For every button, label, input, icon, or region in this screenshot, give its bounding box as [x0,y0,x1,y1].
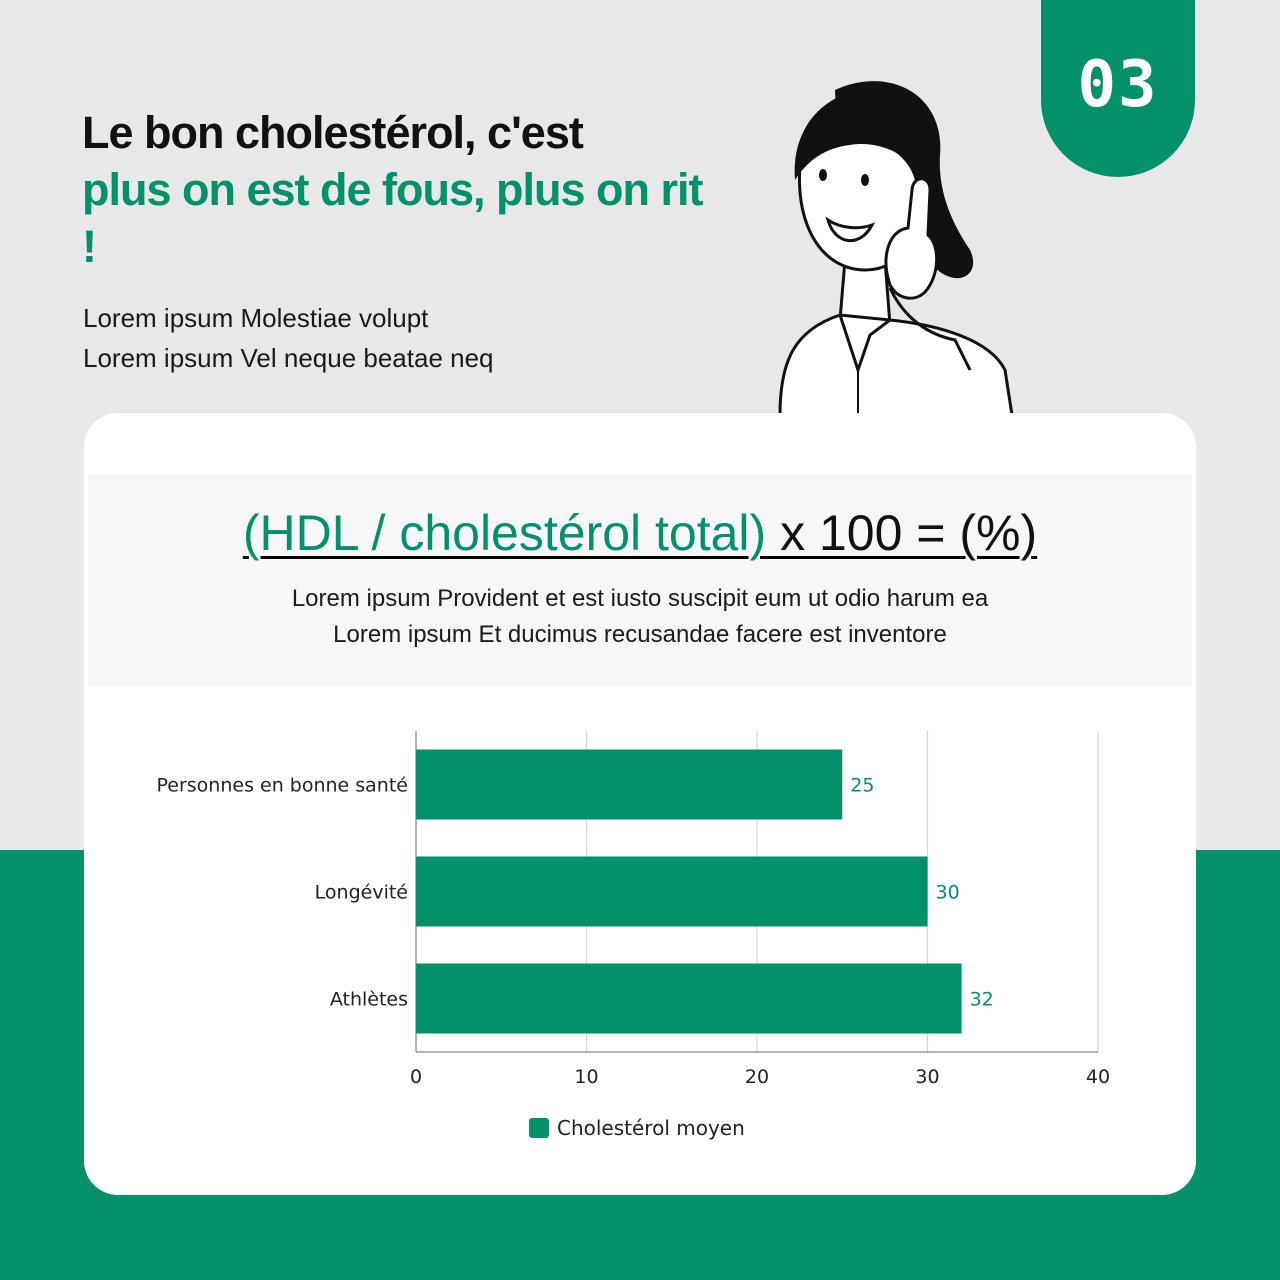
data-label: 32 [969,988,994,1011]
left-eye [819,169,827,181]
formula-chart-card [84,413,1196,1195]
headline-highlight: plus on est de fous, plus on rit ! [82,164,703,272]
right-eye [861,174,869,186]
step-number: 03 [1077,47,1159,122]
intro-text [83,298,494,378]
formula-multiplier: x 100 = (%) [766,505,1038,561]
woman-pointing-illustration [740,70,1020,415]
category-label: Athlètes [329,988,408,1011]
step-badge [1041,0,1195,177]
data-label: 30 [935,881,960,904]
category-label: Longévité [314,881,408,904]
category-label: Personnes en bonne santé [156,774,408,797]
x-tick-label: 0 [409,1066,423,1088]
intro-line1: Lorem ipsum Molestiae volupt [83,303,429,333]
x-tick-label: 40 [1085,1066,1111,1088]
x-tick-label: 30 [915,1066,940,1088]
legend-swatch [529,1118,549,1138]
x-tick-label: 20 [744,1066,770,1088]
bar-chart [84,413,1196,1195]
bar [416,964,962,1034]
shirt [780,315,1012,415]
formula-ratio: (HDL / cholestérol total) [242,505,767,561]
formula-desc-line2: Lorem ipsum Et ducimus recusandae facere est inventore [333,621,947,648]
legend-label: Cholestérol moyen [557,1116,745,1140]
formula-desc-line1: Lorem ipsum Provident et est iusto suscipit eum ut odio harum ea [291,585,989,612]
data-label: 25 [850,774,875,797]
headline-line1: Le bon cholestérol, c'est [82,107,583,158]
intro-line2: Lorem ipsum Vel neque beatae neq [83,343,494,373]
bar [416,857,928,927]
bar [416,750,842,820]
x-tick-label: 10 [574,1066,599,1088]
headline [82,104,722,275]
